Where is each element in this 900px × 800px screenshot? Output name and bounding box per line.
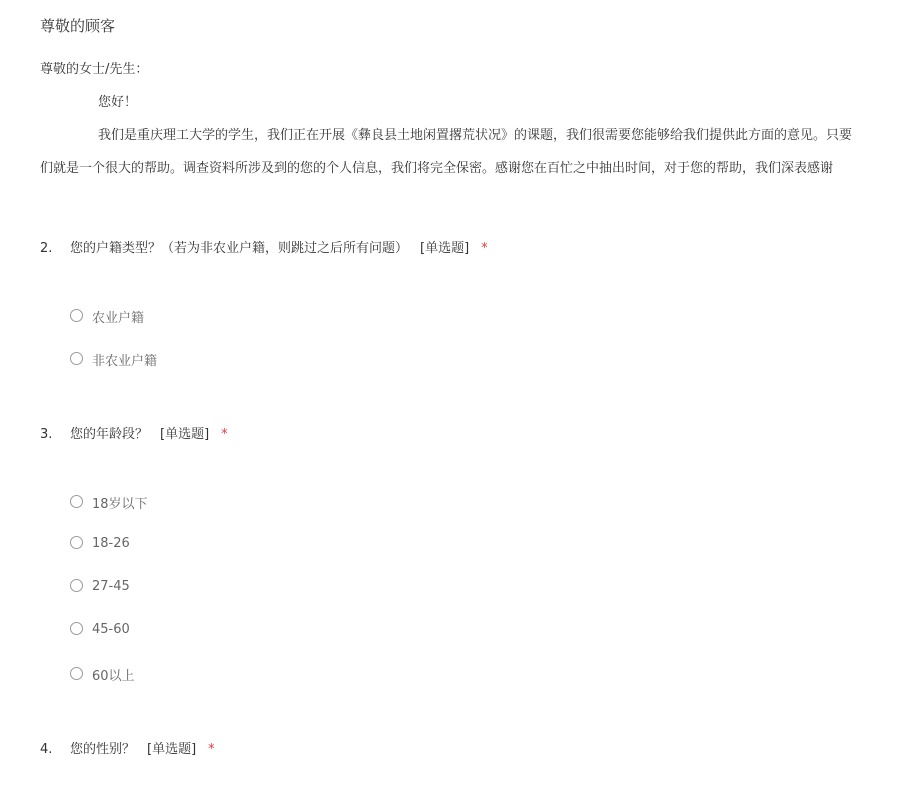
option-label: 27-45 [92,579,130,594]
question-number: 3. [40,427,53,442]
option-label: 45-60 [92,622,130,637]
required-marker: * [481,241,488,256]
radio-button[interactable] [70,536,83,549]
question-text: 您的年龄段？ [70,427,149,442]
radio-button[interactable] [70,352,83,365]
required-marker: * [208,742,215,757]
question-4-header [40,738,215,757]
option-age-18-26[interactable] [70,536,130,551]
hello-text: 您好！ [98,95,138,110]
question-text: 您的户籍类型？（若为非农业户籍，则跳过之后所有问题） [70,241,409,256]
option-label: 非农业户籍 [92,354,158,369]
option-age-45-60[interactable] [70,622,130,637]
question-2-header [40,237,488,256]
question-type-badge: [单选题] [160,427,210,442]
required-marker: * [221,427,228,442]
option-agricultural-hukou[interactable] [70,307,144,326]
radio-button[interactable] [70,309,83,322]
option-age-under-18[interactable] [70,493,148,512]
question-type-badge: [单选题] [420,241,470,256]
question-number: 4. [40,742,53,757]
radio-button[interactable] [70,495,83,508]
intro-paragraph-line-1: 我们是重庆理工大学的学生，我们正在开展《彝良县土地闲置撂荒状况》的课题，我们很需要您能够给我们提供此方面的意见。只要 [98,128,853,143]
option-label: 18-26 [92,536,130,551]
option-label: 18岁以下 [92,497,148,512]
radio-button[interactable] [70,579,83,592]
option-age-over-60[interactable] [70,665,135,684]
intro-paragraph-line-2: 们就是一个很大的帮助。调查资料所涉及到的您的个人信息，我们将完全保密。感谢您在百忙之中抽出时间，对于您的帮助，我们深表感谢 [40,161,834,176]
option-label: 60以上 [92,669,135,684]
option-non-agricultural-hukou[interactable] [70,350,157,369]
question-number: 2. [40,241,53,256]
question-type-badge: [单选题] [147,742,197,757]
option-label: 农业户籍 [92,311,145,326]
option-age-27-45[interactable] [70,579,130,594]
question-text: 您的性别？ [70,742,136,757]
greeting-text: 尊敬的女士/先生： [40,62,149,77]
survey-title: 尊敬的顾客 [40,17,116,35]
radio-button[interactable] [70,622,83,635]
radio-button[interactable] [70,667,83,680]
question-3-header [40,423,228,442]
